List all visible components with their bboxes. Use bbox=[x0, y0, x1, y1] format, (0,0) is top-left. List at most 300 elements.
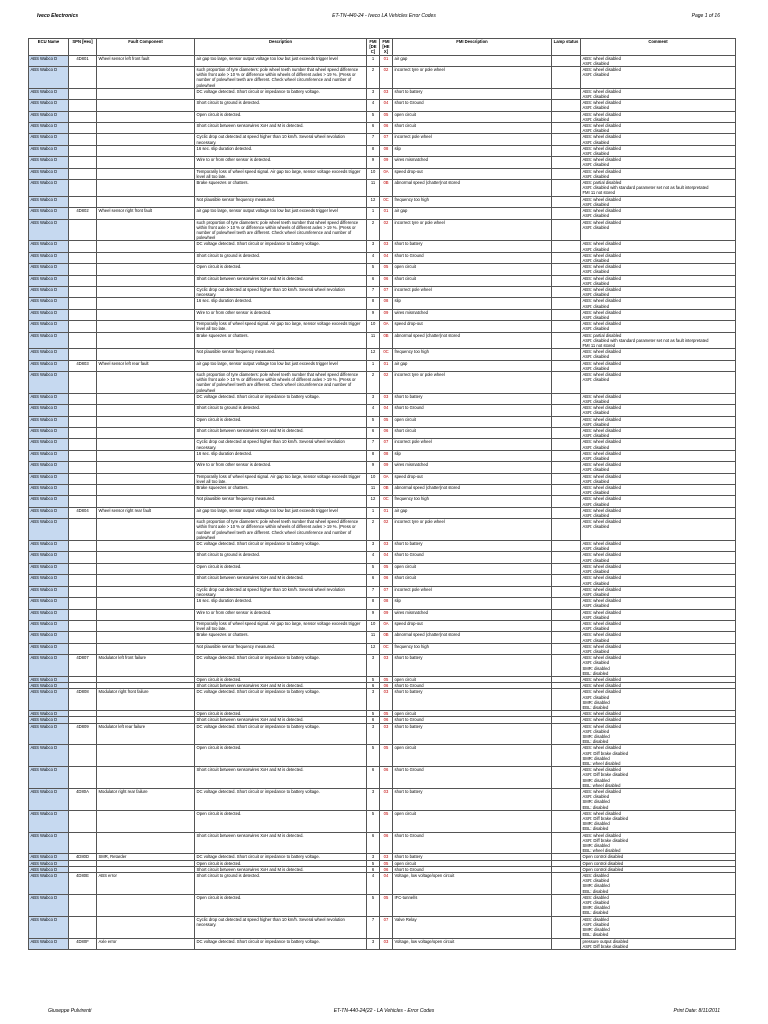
cell-fmi-hex: 05 bbox=[380, 416, 393, 427]
col-header-fmi-dec: FMI [DEC] bbox=[367, 39, 380, 56]
cell-fmi-hex: 05 bbox=[380, 894, 393, 916]
cell-fmi-hex: 0C bbox=[380, 349, 393, 360]
cell-fmi-description: wires mismatched bbox=[393, 609, 552, 620]
cell-description: Open circuit is detected. bbox=[195, 264, 367, 275]
cell-description: such proportion of tyre diameters: pole wheel teeth number that wheel speed difference within front axle > 10 % or difference within wheels of different axles > 19 %. (Press or number of polewheel teeth are different. Check wheel circumference and number of polewheel bbox=[195, 67, 367, 89]
cell-comment: ABS: disabled ASR: disabled SMR: disabled EBL: disabled bbox=[581, 873, 736, 895]
cell-fmi-dec: 7 bbox=[367, 916, 380, 938]
cell-fmi-dec: 8 bbox=[367, 298, 380, 309]
cell-fmi-dec: 3 bbox=[367, 541, 380, 552]
cell-fmi-dec: 4 bbox=[367, 405, 380, 416]
cell-description: Cyclic drop out detected at speed higher than 10 km/h. Several wheel revolution necessary. bbox=[195, 439, 367, 450]
cell-lamp-status bbox=[552, 789, 581, 811]
cell-comment: ABS: disabled ASR: disabled SMR: disabled EBL: disabled bbox=[581, 916, 736, 938]
cell-fmi-dec: 6 bbox=[367, 575, 380, 586]
cell-fmi-dec: 9 bbox=[367, 309, 380, 320]
cell-ecu-name: ABS Wabco D bbox=[29, 854, 69, 860]
cell-lamp-status bbox=[552, 264, 581, 275]
cell-fmi-dec: 6 bbox=[367, 832, 380, 854]
cell-description: Cyclic drop out detected at speed higher than 10 km/h. Several wheel revolution necessary. bbox=[195, 586, 367, 597]
cell-spn: 4D803 bbox=[69, 360, 97, 371]
cell-fault-component bbox=[97, 563, 195, 574]
cell-fmi-dec: 5 bbox=[367, 416, 380, 427]
cell-comment: ABS: wheel disabled ASR: disabled bbox=[581, 609, 736, 620]
cell-lamp-status bbox=[552, 123, 581, 134]
table-header-row bbox=[29, 39, 736, 56]
cell-description: 16 sec. slip duration detected. bbox=[195, 450, 367, 461]
cell-fmi-description: incorrect pole wheel bbox=[393, 286, 552, 297]
cell-fmi-hex: 07 bbox=[380, 286, 393, 297]
cell-comment: ABS: wheel disabled ASR: disabled bbox=[581, 450, 736, 461]
cell-fmi-hex: 08 bbox=[380, 450, 393, 461]
cell-comment: ABS: wheel disabled ASR: disabled bbox=[581, 371, 736, 393]
cell-comment: ABS: wheel disabled ASR: disabled bbox=[581, 219, 736, 241]
cell-description: Wire to or from other sensor is detected. bbox=[195, 309, 367, 320]
cell-fault-component: Modulator right front failure bbox=[97, 689, 195, 711]
cell-comment: ABS: wheel disabled bbox=[581, 676, 736, 682]
cell-spn bbox=[69, 309, 97, 320]
cell-spn: 4D80F bbox=[69, 938, 97, 949]
cell-comment: ABS: wheel disabled ASR: Diff brake disabled SMR: disabled EBL: wheel disabled bbox=[581, 832, 736, 854]
cell-ecu-name: ABS Wabco D bbox=[29, 393, 69, 404]
cell-fault-component bbox=[97, 450, 195, 461]
cell-description: Wire to or from other sensor is detected. bbox=[195, 609, 367, 620]
cell-fmi-hex: 06 bbox=[380, 832, 393, 854]
cell-lamp-status bbox=[552, 894, 581, 916]
cell-description: Short circuit between sensorwires XxH and M is detected. bbox=[195, 428, 367, 439]
cell-description: Short circuit between sensorwires XxH and M is detected. bbox=[195, 767, 367, 789]
cell-comment: ABS: wheel disabled ASR: disabled bbox=[581, 252, 736, 263]
cell-fmi-description: short to battery bbox=[393, 655, 552, 677]
cell-lamp-status bbox=[552, 552, 581, 563]
cell-fmi-description: Valve Relay bbox=[393, 916, 552, 938]
cell-fmi-dec: 12 bbox=[367, 196, 380, 207]
cell-lamp-status bbox=[552, 275, 581, 286]
cell-comment: ABS: wheel disabled ASR: disabled bbox=[581, 586, 736, 597]
cell-fmi-hex: 0B bbox=[380, 485, 393, 496]
cell-fmi-hex: 02 bbox=[380, 371, 393, 393]
cell-fmi-description: frequency too high bbox=[393, 643, 552, 654]
cell-ecu-name: ABS Wabco D bbox=[29, 723, 69, 745]
cell-fmi-hex: 01 bbox=[380, 55, 393, 66]
cell-fmi-description: wires mismatched bbox=[393, 462, 552, 473]
cell-fmi-dec: 3 bbox=[367, 689, 380, 711]
table-row bbox=[29, 264, 736, 275]
cell-lamp-status bbox=[552, 873, 581, 895]
cell-fmi-dec: 7 bbox=[367, 439, 380, 450]
cell-fmi-hex: 06 bbox=[380, 767, 393, 789]
cell-spn bbox=[69, 473, 97, 484]
cell-fault-component: Modulator left rear failure bbox=[97, 723, 195, 745]
table-row bbox=[29, 586, 736, 597]
cell-description: Open circuit is detected. bbox=[195, 111, 367, 122]
cell-ecu-name: ABS Wabco D bbox=[29, 371, 69, 393]
table-row bbox=[29, 134, 736, 145]
cell-ecu-name: ABS Wabco D bbox=[29, 894, 69, 916]
cell-fmi-description: short to Ground bbox=[393, 552, 552, 563]
cell-fmi-description: slip bbox=[393, 598, 552, 609]
cell-fault-component bbox=[97, 67, 195, 89]
cell-comment: ABS: wheel disabled ASR: disabled SMR: disabled EBL: disabled bbox=[581, 689, 736, 711]
cell-ecu-name: ABS Wabco D bbox=[29, 598, 69, 609]
cell-lamp-status bbox=[552, 196, 581, 207]
cell-comment: ABS: wheel disabled ASR: disabled bbox=[581, 643, 736, 654]
cell-spn bbox=[69, 321, 97, 332]
cell-comment: ABS: wheel disabled ASR: disabled bbox=[581, 563, 736, 574]
cell-description: Short circuit to ground is detected. bbox=[195, 100, 367, 111]
cell-fmi-description: abnormal speed (chatter)not stored bbox=[393, 485, 552, 496]
cell-fmi-dec: 11 bbox=[367, 485, 380, 496]
cell-ecu-name: ABS Wabco D bbox=[29, 938, 69, 949]
cell-fmi-description: open circuit bbox=[393, 860, 552, 866]
cell-spn: 4D80D bbox=[69, 854, 97, 860]
col-header-comment: Comment bbox=[581, 39, 736, 56]
table-row bbox=[29, 252, 736, 263]
cell-comment: ABS: wheel disabled ASR: disabled bbox=[581, 575, 736, 586]
cell-fault-component bbox=[97, 241, 195, 252]
table-row bbox=[29, 552, 736, 563]
cell-ecu-name: ABS Wabco D bbox=[29, 485, 69, 496]
cell-fmi-dec: 5 bbox=[367, 111, 380, 122]
cell-spn bbox=[69, 145, 97, 156]
cell-fmi-dec: 11 bbox=[367, 632, 380, 643]
cell-fmi-description: incorrect pole wheel bbox=[393, 439, 552, 450]
cell-fmi-description: short to battery bbox=[393, 541, 552, 552]
cell-description: Wire to or from other sensor is detected. bbox=[195, 157, 367, 168]
cell-comment: ABS: wheel disabled ASR: disabled bbox=[581, 473, 736, 484]
cell-fmi-hex: 06 bbox=[380, 275, 393, 286]
cell-lamp-status bbox=[552, 745, 581, 767]
header-doc-title: ET-TN-440-24 - Iveco LA Vehicles Error Codes bbox=[332, 13, 436, 19]
cell-lamp-status bbox=[552, 485, 581, 496]
cell-comment: ABS: wheel disabled ASR: disabled bbox=[581, 264, 736, 275]
cell-ecu-name: ABS Wabco D bbox=[29, 241, 69, 252]
cell-fmi-description: air gap bbox=[393, 507, 552, 518]
cell-fmi-description: open circuit bbox=[393, 745, 552, 767]
cell-spn bbox=[69, 349, 97, 360]
cell-fmi-description: open circuit bbox=[393, 563, 552, 574]
cell-spn bbox=[69, 180, 97, 197]
table-row bbox=[29, 689, 736, 711]
cell-ecu-name: ABS Wabco D bbox=[29, 275, 69, 286]
cell-fault-component bbox=[97, 586, 195, 597]
cell-fmi-dec: 8 bbox=[367, 145, 380, 156]
cell-ecu-name: ABS Wabco D bbox=[29, 609, 69, 620]
cell-fmi-hex: 04 bbox=[380, 552, 393, 563]
cell-fault-component: Wheel sensor right front fault bbox=[97, 208, 195, 219]
cell-fmi-hex: 03 bbox=[380, 655, 393, 677]
cell-fmi-dec: 3 bbox=[367, 723, 380, 745]
cell-fault-component bbox=[97, 88, 195, 99]
cell-ecu-name: ABS Wabco D bbox=[29, 767, 69, 789]
cell-comment: ABS: wheel disabled ASR: disabled bbox=[581, 67, 736, 89]
table-row bbox=[29, 609, 736, 620]
cell-ecu-name: ABS Wabco D bbox=[29, 180, 69, 197]
cell-ecu-name: ABS Wabco D bbox=[29, 866, 69, 872]
cell-fmi-dec: 6 bbox=[367, 717, 380, 723]
cell-lamp-status bbox=[552, 586, 581, 597]
table-row bbox=[29, 321, 736, 332]
cell-lamp-status bbox=[552, 111, 581, 122]
cell-spn bbox=[69, 496, 97, 507]
cell-comment: ABS: wheel disabled ASR: disabled bbox=[581, 632, 736, 643]
footer-author: Giuseppe Pulvirenti bbox=[48, 1008, 92, 1014]
cell-fmi-description: short to Ground bbox=[393, 405, 552, 416]
cell-ecu-name: ABS Wabco D bbox=[29, 810, 69, 832]
table-body bbox=[29, 55, 736, 949]
cell-description: Brake squeezes or chatters. bbox=[195, 632, 367, 643]
cell-spn bbox=[69, 416, 97, 427]
cell-fmi-dec: 6 bbox=[367, 866, 380, 872]
cell-fault-component bbox=[97, 309, 195, 320]
cell-description: air gap too large, sensor output voltage too low but just exceeds trigger level bbox=[195, 360, 367, 371]
footer-doc-id: ET-TN-440-24(22 - LA Vehicles - Error Codes bbox=[333, 1008, 435, 1014]
cell-fault-component bbox=[97, 832, 195, 854]
cell-comment: ABS: wheel disabled ASR: disabled bbox=[581, 208, 736, 219]
cell-ecu-name: ABS Wabco D bbox=[29, 860, 69, 866]
cell-fmi-description: short to Ground bbox=[393, 832, 552, 854]
cell-description: such proportion of tyre diameters: pole wheel teeth number that wheel speed difference within front axle > 10 % or difference within wheels of different axles > 19 %. (Press or number of polewheel teeth are different. Check wheel circumference and number of polewheel bbox=[195, 219, 367, 241]
cell-fmi-hex: 0A bbox=[380, 473, 393, 484]
cell-fmi-description: speed drop-out bbox=[393, 473, 552, 484]
cell-fault-component: Wheel sensor left front fault bbox=[97, 55, 195, 66]
table-row bbox=[29, 632, 736, 643]
cell-spn bbox=[69, 332, 97, 349]
cell-comment: ABS: wheel disabled ASR: disabled bbox=[581, 286, 736, 297]
cell-fmi-hex: 0B bbox=[380, 332, 393, 349]
cell-description: Open circuit is detected. bbox=[195, 416, 367, 427]
table-row bbox=[29, 157, 736, 168]
cell-fmi-hex: 06 bbox=[380, 428, 393, 439]
table-row bbox=[29, 196, 736, 207]
cell-fault-component bbox=[97, 632, 195, 643]
cell-ecu-name: ABS Wabco D bbox=[29, 219, 69, 241]
cell-fmi-description: short to Ground bbox=[393, 866, 552, 872]
cell-description: Short circuit between sensorwires XxH and M is detected. bbox=[195, 123, 367, 134]
cell-fmi-description: short to battery bbox=[393, 723, 552, 745]
cell-fmi-dec: 5 bbox=[367, 563, 380, 574]
cell-ecu-name: ABS Wabco D bbox=[29, 717, 69, 723]
cell-ecu-name: ABS Wabco D bbox=[29, 332, 69, 349]
cell-fmi-description: speed drop-out bbox=[393, 321, 552, 332]
cell-spn bbox=[69, 134, 97, 145]
cell-ecu-name: ABS Wabco D bbox=[29, 586, 69, 597]
cell-ecu-name: ABS Wabco D bbox=[29, 873, 69, 895]
cell-fmi-dec: 6 bbox=[367, 767, 380, 789]
cell-description: Temporarily loss of wheel speed signal. Air gap too large, sensor voltage exceeds trigger level all too late. bbox=[195, 321, 367, 332]
cell-description: air gap too large, sensor output voltage too low but just exceeds trigger level bbox=[195, 208, 367, 219]
cell-ecu-name: ABS Wabco D bbox=[29, 157, 69, 168]
cell-fmi-description: frequency too high bbox=[393, 349, 552, 360]
cell-fmi-hex: 0C bbox=[380, 643, 393, 654]
cell-description: DC voltage detected. Short circuit or impedance to battery voltage. bbox=[195, 854, 367, 860]
cell-fault-component: SMR, Retarder bbox=[97, 854, 195, 860]
cell-fmi-dec: 3 bbox=[367, 393, 380, 404]
cell-description: Not plausible sensor frequency measured. bbox=[195, 496, 367, 507]
cell-ecu-name: ABS Wabco D bbox=[29, 689, 69, 711]
table-row bbox=[29, 298, 736, 309]
cell-fault-component bbox=[97, 519, 195, 541]
cell-ecu-name: ABS Wabco D bbox=[29, 832, 69, 854]
cell-ecu-name: ABS Wabco D bbox=[29, 683, 69, 689]
cell-comment: ABS: wheel disabled ASR: disabled bbox=[581, 349, 736, 360]
cell-fmi-hex: 03 bbox=[380, 541, 393, 552]
cell-ecu-name: ABS Wabco D bbox=[29, 168, 69, 179]
cell-fault-component bbox=[97, 439, 195, 450]
cell-comment: ABS: partial disabled ASR: disabled with standard parameter set not as fault interpretated FMI 11 not stored bbox=[581, 332, 736, 349]
cell-fmi-hex: 08 bbox=[380, 145, 393, 156]
cell-fmi-description: abnormal speed (chatter)not stored bbox=[393, 180, 552, 197]
cell-fmi-description: short circuit bbox=[393, 428, 552, 439]
cell-fmi-dec: 3 bbox=[367, 88, 380, 99]
cell-fmi-description: Voltage, low voltage/open circuit bbox=[393, 938, 552, 949]
cell-fmi-hex: 07 bbox=[380, 916, 393, 938]
cell-comment: ABS: wheel disabled ASR: disabled bbox=[581, 100, 736, 111]
cell-description: DC voltage detected. Short circuit or impedance to battery voltage. bbox=[195, 689, 367, 711]
cell-lamp-status bbox=[552, 519, 581, 541]
cell-comment: ABS: wheel disabled ASR: disabled bbox=[581, 485, 736, 496]
cell-lamp-status bbox=[552, 252, 581, 263]
col-header-ecu-name: ECU Name bbox=[29, 39, 69, 56]
table-row bbox=[29, 462, 736, 473]
cell-fmi-description: short to battery bbox=[393, 393, 552, 404]
cell-fmi-hex: 06 bbox=[380, 123, 393, 134]
cell-description: such proportion of tyre diameters: pole wheel teeth number that wheel speed difference within front axle > 10 % or difference within wheels of different axles > 19 %. (Press or number of polewheel teeth are different. Check wheel circumference and number of polewheel bbox=[195, 519, 367, 541]
cell-lamp-status bbox=[552, 723, 581, 745]
cell-fault-component bbox=[97, 275, 195, 286]
cell-ecu-name: ABS Wabco D bbox=[29, 55, 69, 66]
cell-fmi-description: slip bbox=[393, 298, 552, 309]
cell-fmi-description: slip bbox=[393, 450, 552, 461]
cell-ecu-name: ABS Wabco D bbox=[29, 264, 69, 275]
cell-fmi-dec: 6 bbox=[367, 683, 380, 689]
cell-comment: ABS: wheel disabled bbox=[581, 717, 736, 723]
cell-fmi-description: frequency too high bbox=[393, 496, 552, 507]
cell-ecu-name: ABS Wabco D bbox=[29, 676, 69, 682]
cell-lamp-status bbox=[552, 100, 581, 111]
cell-spn bbox=[69, 598, 97, 609]
table-row bbox=[29, 332, 736, 349]
cell-spn: 4D801 bbox=[69, 55, 97, 66]
cell-spn: 4D804 bbox=[69, 507, 97, 518]
cell-ecu-name: ABS Wabco D bbox=[29, 88, 69, 99]
cell-fmi-hex: 07 bbox=[380, 439, 393, 450]
cell-fmi-description: short circuit bbox=[393, 275, 552, 286]
cell-description: Wire to or from other sensor is detected. bbox=[195, 462, 367, 473]
cell-lamp-status bbox=[552, 298, 581, 309]
cell-spn bbox=[69, 894, 97, 916]
table-row bbox=[29, 219, 736, 241]
cell-fault-component bbox=[97, 767, 195, 789]
cell-ecu-name: ABS Wabco D bbox=[29, 123, 69, 134]
cell-fmi-dec: 1 bbox=[367, 507, 380, 518]
cell-description: Temporarily loss of wheel speed signal. Air gap too large, sensor voltage exceeds trigger level all too late. bbox=[195, 168, 367, 179]
table-row bbox=[29, 439, 736, 450]
cell-spn: 4D809 bbox=[69, 723, 97, 745]
table-row bbox=[29, 643, 736, 654]
table-row bbox=[29, 111, 736, 122]
cell-fmi-description: incorrect tyre or pole wheel bbox=[393, 519, 552, 541]
cell-ecu-name: ABS Wabco D bbox=[29, 208, 69, 219]
cell-lamp-status bbox=[552, 632, 581, 643]
cell-lamp-status bbox=[552, 462, 581, 473]
cell-fmi-dec: 9 bbox=[367, 462, 380, 473]
table-row bbox=[29, 241, 736, 252]
cell-ecu-name: ABS Wabco D bbox=[29, 428, 69, 439]
table-row bbox=[29, 309, 736, 320]
cell-lamp-status bbox=[552, 767, 581, 789]
cell-ecu-name: ABS Wabco D bbox=[29, 196, 69, 207]
cell-lamp-status bbox=[552, 541, 581, 552]
cell-fault-component bbox=[97, 416, 195, 427]
cell-ecu-name: ABS Wabco D bbox=[29, 563, 69, 574]
cell-spn bbox=[69, 67, 97, 89]
cell-fmi-description: wires mismatched bbox=[393, 309, 552, 320]
cell-description: DC voltage detected. Short circuit or impedance to battery voltage. bbox=[195, 655, 367, 677]
cell-fmi-hex: 05 bbox=[380, 711, 393, 717]
cell-description: air gap too large, sensor output voltage too low but just exceeds trigger level bbox=[195, 55, 367, 66]
cell-lamp-status bbox=[552, 168, 581, 179]
cell-fmi-hex: 03 bbox=[380, 938, 393, 949]
cell-fault-component bbox=[97, 321, 195, 332]
cell-fault-component bbox=[97, 100, 195, 111]
cell-fmi-dec: 5 bbox=[367, 711, 380, 717]
cell-lamp-status bbox=[552, 916, 581, 938]
cell-fault-component bbox=[97, 552, 195, 563]
cell-fmi-dec: 12 bbox=[367, 496, 380, 507]
cell-fmi-dec: 3 bbox=[367, 938, 380, 949]
table-row bbox=[29, 416, 736, 427]
cell-fmi-dec: 7 bbox=[367, 586, 380, 597]
cell-ecu-name: ABS Wabco D bbox=[29, 360, 69, 371]
cell-ecu-name: ABS Wabco D bbox=[29, 519, 69, 541]
table-row bbox=[29, 428, 736, 439]
cell-description: DC voltage detected. Short circuit or impedance to battery voltage. bbox=[195, 723, 367, 745]
cell-spn bbox=[69, 100, 97, 111]
cell-fault-component bbox=[97, 134, 195, 145]
cell-description: Brake squeezes or chatters. bbox=[195, 332, 367, 349]
cell-fmi-hex: 03 bbox=[380, 393, 393, 404]
cell-lamp-status bbox=[552, 575, 581, 586]
cell-lamp-status bbox=[552, 309, 581, 320]
cell-spn bbox=[69, 462, 97, 473]
cell-lamp-status bbox=[552, 609, 581, 620]
cell-fmi-dec: 7 bbox=[367, 286, 380, 297]
cell-comment: ABS: wheel disabled ASR: disabled bbox=[581, 157, 736, 168]
cell-fmi-hex: 02 bbox=[380, 219, 393, 241]
table-row bbox=[29, 100, 736, 111]
cell-fmi-description: air gap bbox=[393, 360, 552, 371]
cell-fmi-description: Voltage, low voltage/open circuit bbox=[393, 873, 552, 895]
cell-ecu-name: ABS Wabco D bbox=[29, 507, 69, 518]
cell-ecu-name: ABS Wabco D bbox=[29, 252, 69, 263]
cell-spn bbox=[69, 485, 97, 496]
cell-fmi-dec: 11 bbox=[367, 332, 380, 349]
cell-fmi-hex: 03 bbox=[380, 241, 393, 252]
cell-fault-component: Modulator left front failure bbox=[97, 655, 195, 677]
cell-fault-component bbox=[97, 145, 195, 156]
cell-fault-component bbox=[97, 541, 195, 552]
cell-comment: ABS: wheel disabled ASR: disabled bbox=[581, 88, 736, 99]
table-row bbox=[29, 123, 736, 134]
table-row bbox=[29, 496, 736, 507]
table-row bbox=[29, 541, 736, 552]
cell-fmi-dec: 3 bbox=[367, 854, 380, 860]
cell-lamp-status bbox=[552, 332, 581, 349]
cell-lamp-status bbox=[552, 473, 581, 484]
cell-lamp-status bbox=[552, 643, 581, 654]
cell-fault-component bbox=[97, 643, 195, 654]
